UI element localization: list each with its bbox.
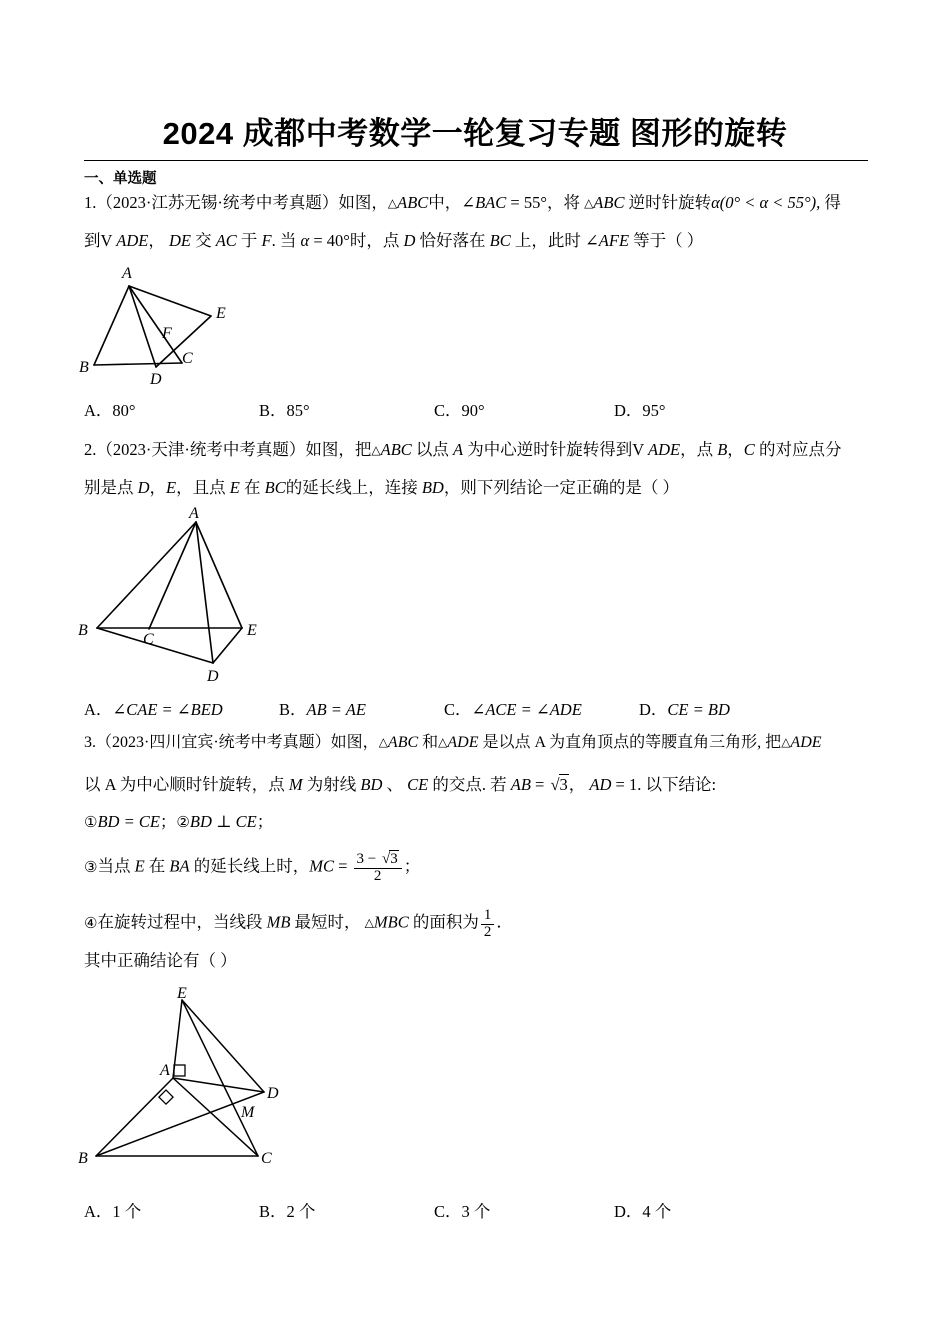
conclusion-2-sep: ； xyxy=(256,812,274,831)
segment-BD-q2 xyxy=(97,628,213,663)
q2l2-e: E xyxy=(166,478,177,497)
q3l1-p4: 和 xyxy=(418,734,439,751)
segment-AD xyxy=(129,286,156,367)
q3l1-p1: 如图， xyxy=(330,734,379,751)
q1-text-f: 逆时针旋转 xyxy=(624,193,712,212)
q2-option-A-text: ∠CAE = ∠BED xyxy=(112,700,223,719)
q2-option-A-letter: A． xyxy=(84,700,113,719)
rotation-figure-q3-svg xyxy=(70,985,370,1180)
q2l1-p1: 如图，把 xyxy=(305,440,372,459)
q3l2-p14: . 以下结论: xyxy=(637,775,717,794)
q2-option-C-letter: C． xyxy=(444,700,472,719)
q3-option-C[interactable] xyxy=(434,1198,614,1222)
q1-text-g: 得 xyxy=(820,193,841,212)
title-divider xyxy=(84,160,868,161)
segment-BC xyxy=(94,363,182,365)
conclusion-1-sep: ； xyxy=(159,812,177,831)
q1-option-B-letter: B． xyxy=(259,401,287,420)
q1l2-p18: 等于（ ） xyxy=(629,231,704,250)
vertex-label-B: B xyxy=(79,359,89,376)
q1l2-ac: AC xyxy=(215,231,237,250)
vertex-label-D-q3: D xyxy=(267,1085,279,1102)
q1-alpha-range: α(0° < α < 55°), xyxy=(711,193,821,212)
triangle-symbol-q2: △ xyxy=(371,443,381,457)
q2-number: 2. xyxy=(84,440,97,459)
q1-angle-value: = 55° xyxy=(506,193,547,212)
q2l2-e2: E xyxy=(229,478,240,497)
q3l2-ce: CE xyxy=(407,775,429,794)
conclusion-3-ba: BA xyxy=(169,856,190,876)
question-2-options xyxy=(84,696,884,720)
q3-option-A-text: 1 个 xyxy=(112,1202,142,1221)
q1l2-afe: ∠AFE xyxy=(584,231,630,250)
q3-option-B[interactable] xyxy=(259,1198,434,1222)
triangle-symbol-q3c: △ xyxy=(781,735,791,749)
q2l2-bc: BC xyxy=(264,478,286,497)
q2l1-abc: ABC xyxy=(380,440,412,459)
question-3-line-1 xyxy=(84,733,874,753)
q3l2-eq1: = xyxy=(530,775,549,794)
question-3-prompt: 其中正确结论有（ ） xyxy=(84,951,237,970)
vertex-label-D: D xyxy=(150,371,162,388)
q3-option-A[interactable] xyxy=(84,1198,259,1222)
conclusion-3-a: 当点 xyxy=(97,856,135,876)
figure-question-1 xyxy=(70,262,340,392)
q2l2-bd: BD xyxy=(421,478,444,497)
fraction-area-value xyxy=(481,908,495,941)
q2-option-B-text: AB = AE xyxy=(306,700,366,719)
q2-option-A[interactable] xyxy=(84,696,279,720)
vertex-label-B-q3: B xyxy=(78,1150,88,1167)
conclusion-4-a: 在旋转过程中，当线段 xyxy=(97,912,267,932)
q3l2-p5: 、 xyxy=(382,775,408,794)
q3l2-ab: AB xyxy=(510,775,531,794)
conclusion-3-eq: = xyxy=(333,856,352,876)
q2l1-a: A xyxy=(453,440,464,459)
conclusion-3-number: ③ xyxy=(84,857,98,876)
q3-source: （2023·四川宜宾·统考中考真题） xyxy=(96,734,331,751)
q1-option-A-letter: A． xyxy=(84,401,113,420)
q2-option-C-text: ∠ACE = ∠ADE xyxy=(471,700,582,719)
conclusion-4-mb: MB xyxy=(266,912,291,932)
q3l2-bd: BD xyxy=(360,775,383,794)
q3-option-D-text: 4 个 xyxy=(642,1202,672,1221)
conclusion-4-end: ． xyxy=(496,912,513,932)
q3l2-p3: 为射线 xyxy=(302,775,361,794)
vertex-label-A-q2: A xyxy=(189,505,199,522)
figure-question-3 xyxy=(70,985,370,1180)
q3l2-p11: ， xyxy=(568,775,590,794)
q2l2-d: D xyxy=(137,478,150,497)
vertex-label-A-q3: A xyxy=(160,1062,170,1079)
conclusion-3-e2: 的延长线上时， xyxy=(189,856,310,876)
q2-source: （2023·天津·统考中考真题） xyxy=(96,440,306,459)
vertex-label-C-q2: C xyxy=(143,631,154,648)
q1l2-p3: ， xyxy=(148,231,169,250)
q3-number: 3. xyxy=(84,734,96,751)
question-3-conclusion-12 xyxy=(84,812,874,833)
conclusion-1-text: BD = CE xyxy=(97,812,160,831)
q3-option-C-letter: C． xyxy=(434,1202,462,1221)
q1-option-A-text: 80° xyxy=(112,401,136,420)
q1-option-B-text: 85° xyxy=(286,401,310,420)
section-heading: 一、单选题 xyxy=(84,171,157,187)
q3l2-eq2: = 1 xyxy=(611,775,638,794)
question-3-line-2 xyxy=(84,775,874,796)
q2-option-D-text: CE = BD xyxy=(667,700,730,719)
vertex-label-B-q2: B xyxy=(78,622,88,639)
vertex-label-E-q2: E xyxy=(247,622,257,639)
q1-angle-bac: ∠BAC xyxy=(461,193,507,212)
question-1-line-2 xyxy=(84,231,874,252)
q1-text-a: 如图， xyxy=(338,193,388,212)
segment-AC xyxy=(129,286,182,363)
sqrt-3-expression xyxy=(548,775,568,796)
rotation-figure-q1-svg xyxy=(70,262,340,392)
q1l2-p16: 上，此时 xyxy=(510,231,585,250)
q1-option-D-text: 95° xyxy=(642,401,666,420)
q3l1-abc: ABC xyxy=(387,734,419,751)
conclusion-3-mc: MC xyxy=(309,856,334,876)
question-2-line-2 xyxy=(84,478,874,499)
radical-sign-2: √ xyxy=(382,851,391,867)
q1-source: （2023·江苏无锡·统考中考真题） xyxy=(96,193,339,212)
q3-option-B-letter: B． xyxy=(259,1202,287,1221)
triangle-symbol-q3d: △ xyxy=(364,915,374,930)
vertex-label-A: A xyxy=(122,265,132,282)
conclusion-2-number: ② xyxy=(176,813,190,831)
q1l2-ade: ADE xyxy=(116,231,149,250)
vertex-label-E: E xyxy=(216,305,226,322)
conclusion-3-c: 在 xyxy=(144,856,170,876)
q1l2-p14: 恰好落在 xyxy=(415,231,490,250)
q1l2-alpha-val: = 40° xyxy=(309,231,350,250)
q1l2-f: F xyxy=(261,231,272,250)
q2l1-c: C xyxy=(743,440,755,459)
fraction-numerator-a: 3 − xyxy=(356,851,380,867)
q1-option-D-letter: D． xyxy=(614,401,643,420)
segment-AB-q2 xyxy=(97,522,196,628)
segment-AB-q3 xyxy=(96,1078,173,1156)
q3l2-m: M xyxy=(288,775,303,794)
q1l2-p12: 时，点 xyxy=(349,231,404,250)
segment-ED-q3 xyxy=(182,1000,264,1092)
conclusion-4-f: 的面积为 xyxy=(408,912,479,932)
vertex-label-E-q3: E xyxy=(177,985,187,1002)
q1l2-bc: BC xyxy=(489,231,511,250)
q3l2-ad: AD xyxy=(589,775,612,794)
triangle-symbol-q3a: △ xyxy=(378,735,388,749)
vertex-label-C: C xyxy=(182,350,193,367)
page-title: 2024 成都中考数学一轮复习专题 图形的旋转 xyxy=(162,116,788,151)
conclusion-4-c: 最短时， xyxy=(290,912,365,932)
question-1-options xyxy=(84,397,884,421)
q2l1-p8: ，点 xyxy=(680,440,718,459)
q3l2-p1: 以 A 为中心顺时针旋转，点 xyxy=(84,775,289,794)
q1-option-C-text: 90° xyxy=(461,401,485,420)
fraction-numerator xyxy=(354,852,402,869)
triangle-symbol-q3b: △ xyxy=(438,735,448,749)
conclusion-4-mbc: MBC xyxy=(373,912,409,932)
q1l2-p7: 于 xyxy=(236,231,262,250)
right-angle-mark-ADE xyxy=(174,1065,185,1076)
segment-DE-q2 xyxy=(213,628,242,663)
q1-option-B[interactable] xyxy=(259,397,434,421)
question-3-options xyxy=(84,1198,884,1222)
q3l1-ade2: ADE xyxy=(790,734,822,751)
question-3-conclusion-3 xyxy=(84,852,874,885)
question-1-line-1 xyxy=(84,193,874,214)
right-angle-mark-ABC xyxy=(159,1090,173,1104)
vertex-label-M-q3: M xyxy=(241,1104,255,1121)
q2-option-C[interactable] xyxy=(444,696,639,720)
q3-option-C-text: 3 个 xyxy=(461,1202,491,1221)
vertex-label-F: F xyxy=(162,325,172,342)
q3-option-A-letter: A． xyxy=(84,1202,113,1221)
fraction-mc-value xyxy=(354,852,402,885)
q1-option-D[interactable] xyxy=(614,397,666,421)
radical-sign: √ xyxy=(550,775,560,794)
conclusion-3-end: ； xyxy=(403,856,421,876)
fraction-denominator: 2 xyxy=(373,867,382,884)
figure-question-2 xyxy=(70,505,370,690)
question-3-conclusion-4 xyxy=(84,908,874,941)
q3l1-ade: ADE xyxy=(447,734,479,751)
vertex-label-D-q2: D xyxy=(207,668,219,685)
q2l1-ade: ADE xyxy=(648,440,681,459)
segment-AC-q2 xyxy=(149,522,196,629)
q1-label-abc: ABC xyxy=(397,193,429,212)
area-numerator: 1 xyxy=(481,908,495,925)
q3l1-p7: 是以点 A 为直角顶点的等腰直角三角形, 把 xyxy=(478,734,782,751)
vertex-label-C-q3: C xyxy=(261,1150,272,1167)
q1-option-A[interactable] xyxy=(84,397,259,421)
q1l2-d: D xyxy=(403,231,416,250)
conclusion-2-text: BD ⊥ CE xyxy=(189,812,257,831)
q2l1-p6: 为中心逆时针旋转得到V xyxy=(463,440,648,459)
q1-label-abc-2: ABC xyxy=(593,193,625,212)
q1l2-de: DE xyxy=(168,231,191,250)
q2l1-p10: ， xyxy=(727,440,744,459)
fraction-radicand: 3 xyxy=(390,851,398,867)
q3-option-D[interactable] xyxy=(614,1198,671,1222)
q3-option-D-letter: D． xyxy=(614,1202,643,1221)
area-denominator: 2 xyxy=(483,923,492,940)
q1l2-p5: 交 xyxy=(190,231,216,250)
triangle-symbol: △ xyxy=(387,196,398,210)
radicand: 3 xyxy=(559,775,568,794)
q1-text-c: 中， xyxy=(428,193,462,212)
q2-option-B[interactable] xyxy=(279,696,444,720)
conclusion-4-number: ④ xyxy=(84,913,98,932)
q2l1-p4: 以点 xyxy=(411,440,454,459)
q2-option-D-letter: D． xyxy=(639,700,668,719)
segment-AE xyxy=(129,286,211,316)
q1-number: 1. xyxy=(84,193,97,212)
q2l2-p3: ， xyxy=(149,478,167,497)
conclusion-3-e: E xyxy=(134,856,145,876)
segment-EC-q3 xyxy=(182,1000,258,1156)
q2-option-D[interactable] xyxy=(639,696,730,720)
triangle-symbol-2: △ xyxy=(584,196,594,210)
segment-BD-q3 xyxy=(96,1092,264,1156)
q1-option-C-letter: C． xyxy=(434,401,462,420)
question-2-line-1 xyxy=(84,440,874,461)
conclusion-1-number: ① xyxy=(84,813,98,831)
q1-option-C[interactable] xyxy=(434,397,614,421)
q1l2-alpha: α xyxy=(300,231,310,250)
q3-option-B-text: 2 个 xyxy=(286,1202,316,1221)
q2l2-p5: ，且点 xyxy=(176,478,230,497)
q2l1-b: B xyxy=(717,440,728,459)
q1l2-p1: 到V xyxy=(84,231,117,250)
q2l1-p12: 的对应点分 xyxy=(754,440,842,459)
q2l2-p7: 在 xyxy=(239,478,265,497)
q2l2-p1: 别是点 xyxy=(84,478,138,497)
q1-text-d: ，将 xyxy=(546,193,585,212)
q2l2-p9: 的延长线上，连接 xyxy=(285,478,422,497)
rotation-figure-q2-svg xyxy=(70,505,370,690)
segment-AB xyxy=(94,286,129,365)
q2l2-p11: ，则下列结论一定正确的是（ ） xyxy=(443,478,679,497)
q1l2-p9: . 当 xyxy=(271,231,301,250)
q2-option-B-letter: B． xyxy=(279,700,307,719)
sqrt-3-in-fraction xyxy=(380,852,399,868)
q3l2-p7: 的交点. 若 xyxy=(428,775,511,794)
